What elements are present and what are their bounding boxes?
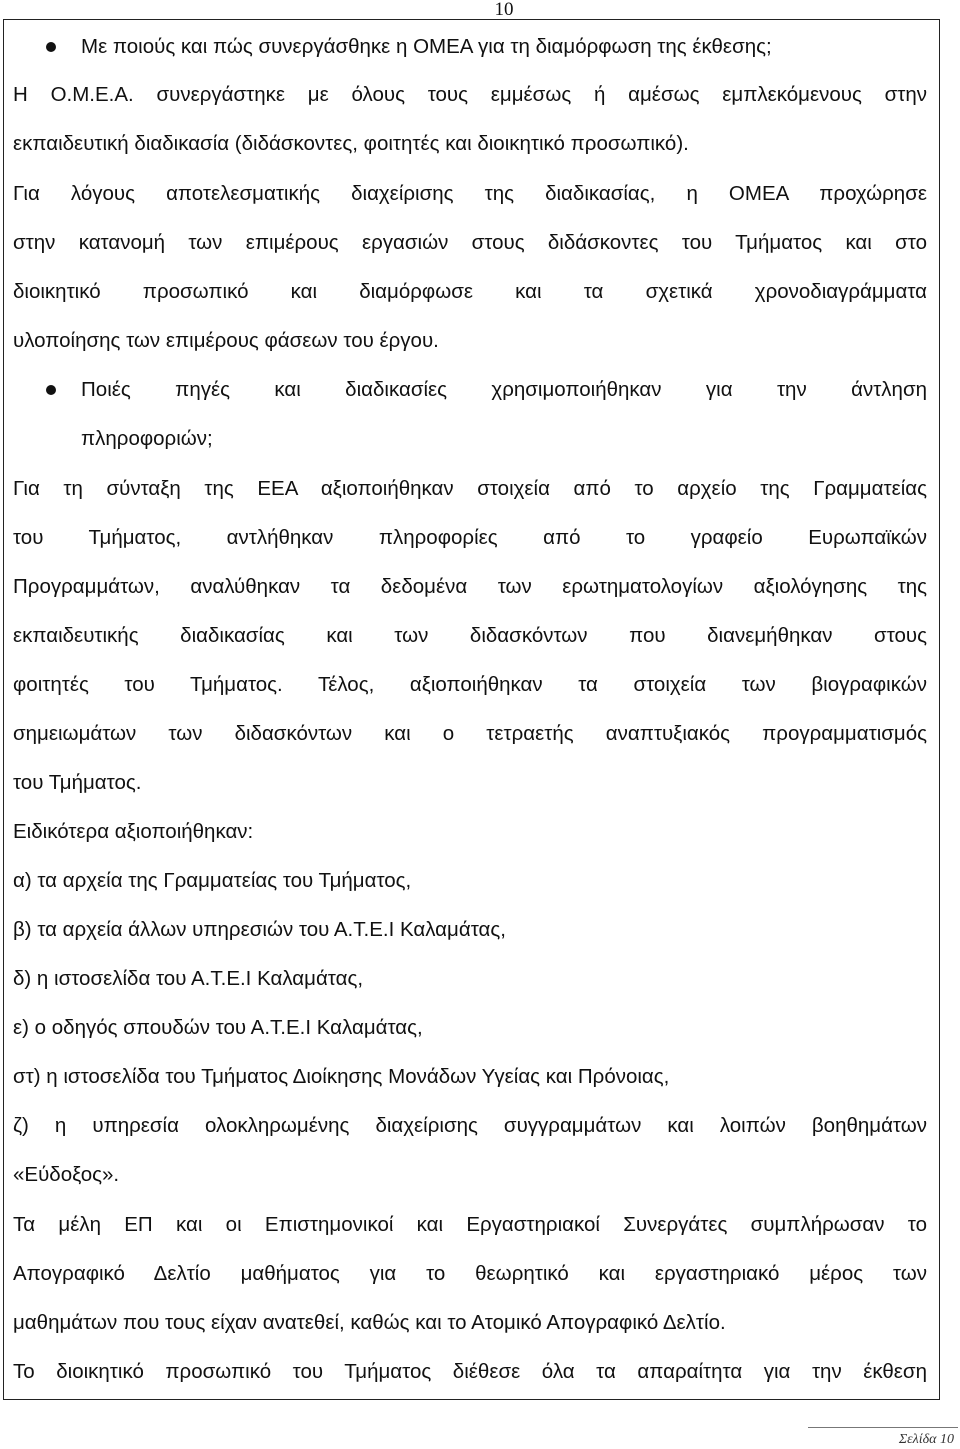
- bullet-2-marker: [46, 385, 56, 395]
- list-item: ε) ο οδηγός σπουδών του Α.Τ.Ε.Ι Καλαμάτας,: [13, 1016, 423, 1039]
- paragraph-2-line: υλοποίησης των επιμέρους φάσεων του έργου.: [13, 329, 439, 352]
- list-item: ζ) η υπηρεσία ολοκληρωμένης διαχείρισης συγγραμμάτων και λοιπών βοηθημάτων: [13, 1114, 927, 1137]
- paragraph-1-line: εκπαιδευτική διαδικασία (διδάσκοντες, φοιτητές και διοικητικό προσωπικό).: [13, 132, 689, 155]
- paragraph-4-line: Τα μέλη ΕΠ και οι Επιστημονικοί και Εργαστηριακοί Συνεργάτες συμπλήρωσαν το: [13, 1213, 927, 1236]
- paragraph-5-line: Το διοικητικό προσωπικό του Τμήματος διέθεσε όλα τα απαραίτητα για την έκθεση: [13, 1360, 927, 1383]
- page-frame: [3, 19, 940, 1400]
- paragraph-3-line: Για τη σύνταξη της ΕΕΑ αξιοποιήθηκαν στοιχεία από το αρχείο της Γραμματείας: [13, 477, 927, 500]
- bullet-1-question: Με ποιούς και πώς συνεργάσθηκε η ΟΜΕΑ για τη διαμόρφωση της έκθεσης;: [81, 35, 772, 58]
- paragraph-4-line: Απογραφικό Δελτίο μαθήματος για το θεωρητικό και εργαστηριακό μέρος των: [13, 1262, 927, 1285]
- paragraph-3-line: Προγραμμάτων, αναλύθηκαν τα δεδομένα των ερωτηματολογίων αξιολόγησης της: [13, 575, 927, 598]
- page-number-top: 10: [494, 0, 514, 20]
- bullet-2-question-line: πληροφοριών;: [81, 427, 213, 450]
- list-item: α) τα αρχεία της Γραμματείας του Τμήματος,: [13, 869, 412, 892]
- paragraph-2-line: διοικητικό προσωπικό και διαμόρφωσε και τα σχετικά χρονοδιαγράμματα: [13, 280, 927, 303]
- paragraph-3-line: σημειωμάτων των διδασκόντων και ο τετραετής αναπτυξιακός προγραμματισμός: [13, 722, 927, 745]
- paragraph-2-line: Για λόγους αποτελεσματικής διαχείρισης της διαδικασίας, η ΟΜΕΑ προχώρησε: [13, 182, 927, 205]
- paragraph-3-line: του Τμήματος, αντλήθηκαν πληροφορίες από το γραφείο Ευρωπαϊκών: [13, 526, 927, 549]
- paragraph-3-line: φοιτητές του Τμήματος. Τέλος, αξιοποιήθηκαν τα στοιχεία των βιογραφικών: [13, 673, 927, 696]
- paragraph-1-line: Η Ο.Μ.Ε.Α. συνεργάστηκε με όλους τους εμμέσως ή αμέσως εμπλεκόμενους στην: [13, 83, 927, 106]
- paragraph-3-line: εκπαιδευτικής διαδικασίας και των διδασκόντων που διανεμήθηκαν στους: [13, 624, 927, 647]
- bullet-2-question-line: Ποιές πηγές και διαδικασίες χρησιμοποιήθηκαν για την άντληση: [81, 378, 927, 401]
- paragraph-4-line: μαθημάτων που τους είχαν ανατεθεί, καθώς και το Ατομικό Απογραφικό Δελτίο.: [13, 1311, 726, 1334]
- list-intro: Ειδικότερα αξιοποιήθηκαν:: [13, 820, 254, 843]
- paragraph-3-line: του Τμήματος.: [13, 771, 142, 794]
- list-item: δ) η ιστοσελίδα του Α.Τ.Ε.Ι Καλαμάτας,: [13, 967, 364, 990]
- footer-page-label: Σελίδα 10: [898, 1432, 954, 1447]
- footer-rule: [808, 1427, 958, 1428]
- bullet-1-marker: [46, 42, 56, 52]
- list-item: β) τα αρχεία άλλων υπηρεσιών του Α.Τ.Ε.Ι Καλαμάτας,: [13, 918, 506, 941]
- list-item: «Εύδοξος».: [13, 1163, 120, 1186]
- paragraph-2-line: στην κατανομή των επιμέρους εργασιών στους διδάσκοντες του Τμήματος και στο: [13, 231, 927, 254]
- list-item: στ) η ιστοσελίδα του Τμήματος Διοίκησης Μονάδων Υγείας και Πρόνοιας,: [13, 1065, 670, 1088]
